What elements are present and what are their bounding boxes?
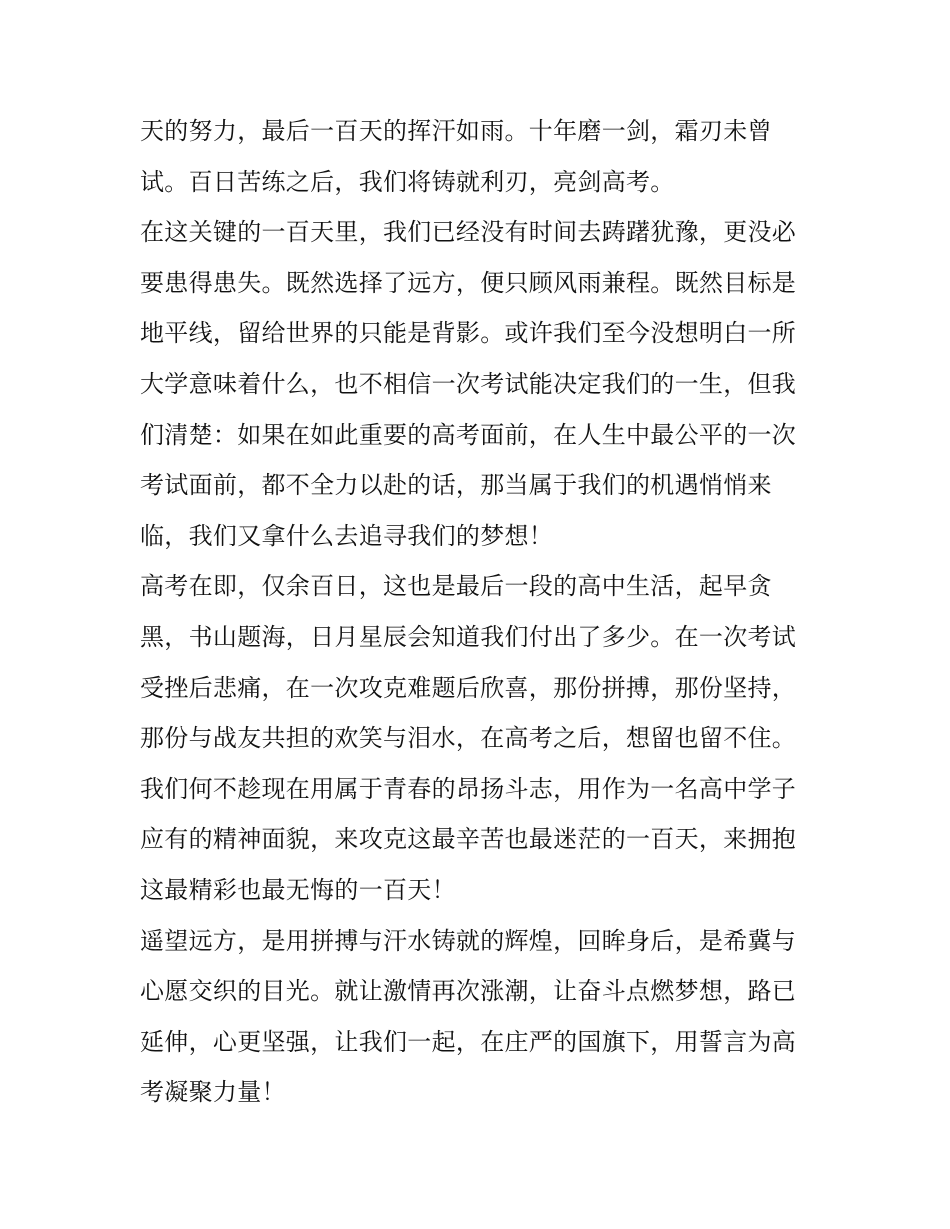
text-line: 在这关键的一百天里，我们已经没有时间去踌躇犹豫，更没必 (140, 218, 797, 247)
text-line: 考凝聚力量！ (140, 1078, 286, 1107)
text-line: 要患得患失。既然选择了远方，便只顾风雨兼程。既然目标是 (140, 268, 797, 297)
text-line: 这最精彩也最无悔的一百天！ (140, 875, 456, 904)
text-line: 遥望远方，是用拼搏与汗水铸就的辉煌，回眸身后，是希冀与 (140, 926, 797, 955)
text-line: 应有的精神面貌，来攻克这最辛苦也最迷茫的一百天，来拥抱 (140, 825, 797, 854)
text-line: 延伸，心更坚强，让我们一起，在庄严的国旗下，用誓言为高 (140, 1027, 797, 1056)
text-line: 们清楚：如果在如此重要的高考面前，在人生中最公平的一次 (140, 420, 797, 449)
text-line: 临，我们又拿什么去追寻我们的梦想！ (140, 521, 554, 550)
text-line: 那份与战友共担的欢笑与泪水，在高考之后，想留也留不住。 (140, 724, 797, 753)
text-line: 地平线，留给世界的只能是背影。或许我们至今没想明白一所 (140, 319, 797, 348)
text-line: 黑，书山题海，日月星辰会知道我们付出了多少。在一次考试 (140, 622, 797, 651)
text-line: 高考在即，仅余百日，这也是最后一段的高中生活，起早贪 (140, 572, 772, 601)
text-line: 大学意味着什么，也不相信一次考试能决定我们的一生，但我 (140, 369, 797, 398)
text-line: 我们何不趁现在用属于青春的昂扬斗志，用作为一名高中学子 (140, 774, 797, 803)
text-line: 天的努力，最后一百天的挥汗如雨。十年磨一剑，霜刃未曾 (140, 117, 772, 145)
text-line: 试。百日苦练之后，我们将铸就利刃，亮剑高考。 (140, 167, 675, 196)
text-line: 受挫后悲痛，在一次攻克难题后欣喜，那份拼搏，那份坚持， (140, 673, 797, 702)
text-line: 考试面前，都不全力以赴的话，那当属于我们的机遇悄悄来 (140, 471, 772, 500)
text-line: 心愿交织的目光。就让激情再次涨潮，让奋斗点燃梦想，路已 (140, 977, 797, 1006)
document-body (140, 106, 816, 1118)
